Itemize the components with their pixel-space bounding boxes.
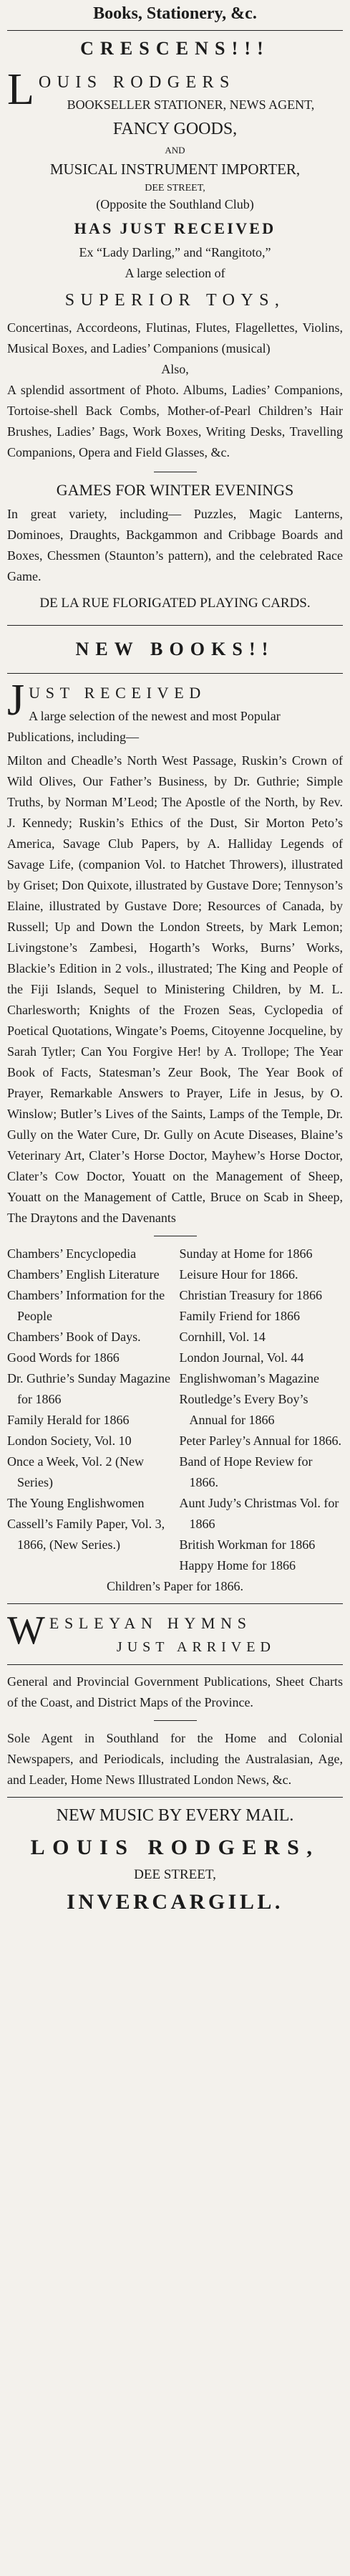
periodical-item: London Journal, Vol. 44 bbox=[179, 1350, 304, 1365]
importer-line: MUSICAL INSTRUMENT IMPORTER, bbox=[49, 161, 301, 178]
periodical-item: Routledge’s Every Boy’s Annual for 1866 bbox=[179, 1392, 308, 1427]
wesleyan-heading bbox=[7, 1611, 343, 1658]
and-line: AND bbox=[165, 145, 185, 156]
proprietor-name bbox=[7, 70, 343, 114]
periodical-item: Christian Treasury for 1866 bbox=[179, 1288, 322, 1302]
periodical-item: Chambers’ English Literature bbox=[7, 1267, 160, 1282]
toys-heading: SUPERIOR TOYS, bbox=[64, 291, 286, 310]
ships-line: Ex “Lady Darling,” and “Rangitoto,” bbox=[79, 245, 271, 259]
periodical-item: Peter Parley’s Annual for 1866. bbox=[179, 1434, 341, 1448]
periodicals-left-column bbox=[7, 1244, 171, 1576]
periodical-item: Cornhill, Vol. 14 bbox=[179, 1330, 266, 1344]
periodical-item: The Young Englishwomen bbox=[7, 1496, 145, 1510]
name-rest: OUIS RODGERS bbox=[38, 73, 235, 92]
section-header: Books, Stationery, &c. bbox=[93, 4, 257, 23]
divider bbox=[7, 673, 343, 674]
periodical-item: Family Herald for 1866 bbox=[7, 1413, 130, 1427]
periodical-item: Once a Week, Vol. 2 (New Series) bbox=[7, 1454, 145, 1489]
divider bbox=[7, 30, 343, 31]
name-initial: L bbox=[7, 70, 34, 114]
wesleyan-advertisement bbox=[7, 1611, 343, 1658]
periodical-item: Family Friend for 1866 bbox=[179, 1309, 300, 1323]
footer-name: LOUIS RODGERS, bbox=[30, 1836, 320, 1859]
opposite-line: (Opposite the Southland Club) bbox=[96, 197, 254, 211]
wesleyan-arrived: JUST ARRIVED bbox=[116, 1639, 276, 1655]
divider bbox=[7, 625, 343, 626]
new-music-line: NEW MUSIC BY EVERY MAIL. bbox=[56, 1806, 294, 1825]
selection-line: A large selection of bbox=[125, 266, 225, 280]
divider bbox=[7, 1797, 343, 1798]
toys-list: Concertinas, Accordeons, Flutinas, Flutes, Flagellettes, Violins, Musical Boxes, and Ladies’ Companions (musical) bbox=[7, 320, 343, 356]
periodical-item: Chambers’ Book of Days. bbox=[7, 1330, 141, 1344]
periodical-item: Cassell’s Family Paper, Vol. 3, 1866, (New Series.) bbox=[7, 1517, 165, 1552]
crescens-advertisement bbox=[7, 38, 343, 614]
footer-town: INVERCARGILL. bbox=[67, 1890, 283, 1914]
periodical-item: Chambers’ Information for the People bbox=[7, 1288, 165, 1323]
wesleyan-initial: W bbox=[7, 1611, 45, 1653]
games-list: In great variety, including— Puzzles, Magic Lanterns, Dominoes, Draughts, Backgammon and Cribbage Boards and Boxes, Chessmen (Staunton’s pattern), and the celebrated Race Game. bbox=[7, 507, 343, 583]
new-books-title: NEW BOOKS!! bbox=[75, 639, 275, 659]
periodical-item: Good Words for 1866 bbox=[7, 1350, 120, 1365]
periodical-item: Englishwoman’s Magazine bbox=[179, 1371, 319, 1385]
divider bbox=[7, 1603, 343, 1604]
sole-agent-text: Sole Agent in Southland for the Home and Colonial Newspapers, and Periodicals, including the Australasian, Age, and Leader, Home News Illustrated London News, &c. bbox=[7, 1731, 343, 1787]
periodical-item: Happy Home for 1866 bbox=[179, 1558, 296, 1573]
government-publications: General and Provincial Government Publications, Sheet Charts of the Coast, and District Maps of the Province. bbox=[7, 1674, 343, 1709]
new-books-advertisement bbox=[7, 639, 343, 1597]
street-line: DEE STREET, bbox=[145, 183, 205, 194]
just-rest: UST RECEIVED bbox=[29, 684, 206, 702]
books-intro: A large selection of the newest and most Popular Publications, including— bbox=[7, 709, 281, 744]
books-list: Milton and Cheadle’s North West Passage, Ruskin’s Crown of Wild Olives, Our Father’s Business, by Dr. Guthrie; Simple Truths, by Norman M’Leod; The Apostle of the North, by Rev. J. Kennedy; Ruskin’s Ethics of the Dust, Sir Morton Peto’s America, Savage Club Papers, by A. Halliday Legends of Savage Life, (companion Vol. to Hatchet Throwers), illustrated by Griset; Don Quixote, illustrated by Gustave Dore; Tennyson’s Elaine, illustrated by Gustave Dore; Resources of Canada, by Russell; Up and Down the London Streets, by Mark Lemon; Livingstone’s Zambesi, Hogarth’s Works, Burns’ Works, Blackie’s Edition in 2 vols., illustrated; The King and People of the Fiji Islands, Sequel to Ministering Children, by M. L. Charlesworth; Knights of the Frozen Seas, Cyclopedia of Poetical Quotations, Wingate’s Poems, Citoyenne Jocqueline, by Sarah Tytler; Can You Forgive Her! by A. Trollope; The Year Book of Facts, Statesman’s Zeur Book, The Year Book of Prayer, Remarkable Answers to Prayer, Life in Jesus, by O. Winslow; Butler’s Lives of the Saints, Lamps of the Temple, Dr. Gully on the Water Cure, Dr. Gully on Acute Diseases, Blaine’s Veterinary Art, Clater’s Horse Doctor, Mayhew’s Horse Doctor, Clater’s Cow Doctor, Youatt on the Management of Sheep, Youatt on the Management of Cattle, Bruce on Scab in Sheep, The Draytons and the Davenants bbox=[7, 753, 343, 1225]
advertisement-column bbox=[7, 0, 343, 1914]
periodical-item: Dr. Guthrie’s Sunday Magazine for 1866 bbox=[7, 1371, 170, 1406]
periodical-item: Leisure Hour for 1866. bbox=[179, 1267, 298, 1282]
periodicals-right-column bbox=[180, 1244, 344, 1576]
periodical-item: London Society, Vol. 10 bbox=[7, 1434, 132, 1448]
received-line: HAS JUST RECEIVED bbox=[74, 219, 276, 237]
also-line: Also, bbox=[161, 362, 189, 376]
crescens-title: CRESCENS!!! bbox=[80, 38, 270, 59]
games-heading: GAMES FOR WINTER EVENINGS bbox=[56, 481, 294, 499]
periodical-item: Aunt Judy’s Christmas Vol. for 1866 bbox=[179, 1496, 339, 1531]
divider bbox=[7, 1664, 343, 1665]
fancy-goods: FANCY GOODS, bbox=[112, 120, 238, 138]
periodical-item: British Workman for 1866 bbox=[179, 1537, 316, 1552]
wesleyan-rest: ESLEYAN HYMNS bbox=[49, 1614, 252, 1632]
trade-line: BOOKSELLER STATIONER, NEWS AGENT, bbox=[67, 97, 315, 112]
footer-street: DEE STREET, bbox=[134, 1867, 216, 1882]
playing-cards: DE LA RUE FLORIGATED PLAYING CARDS. bbox=[39, 596, 311, 611]
periodical-item: Band of Hope Review for 1866. bbox=[179, 1454, 313, 1489]
periodical-item: Chambers’ Encyclopedia bbox=[7, 1246, 137, 1261]
periodicals-columns bbox=[7, 1244, 343, 1576]
childrens-paper: Children’s Paper for 1866. bbox=[107, 1579, 243, 1593]
just-initial: J bbox=[7, 680, 25, 725]
periodical-item: Sunday at Home for 1866 bbox=[179, 1246, 313, 1261]
just-received-heading bbox=[7, 680, 343, 748]
assortment-text: A splendid assortment of Photo. Albums, Ladies’ Companions, Tortoise-shell Back Combs, Mother-of-Pearl Children’s Hair Brushes, Ladies’ Bags, Work Boxes, Writing Desks, Travelling Companions, Opera and Field Glasses, &c. bbox=[7, 383, 343, 459]
short-divider bbox=[154, 1720, 197, 1721]
